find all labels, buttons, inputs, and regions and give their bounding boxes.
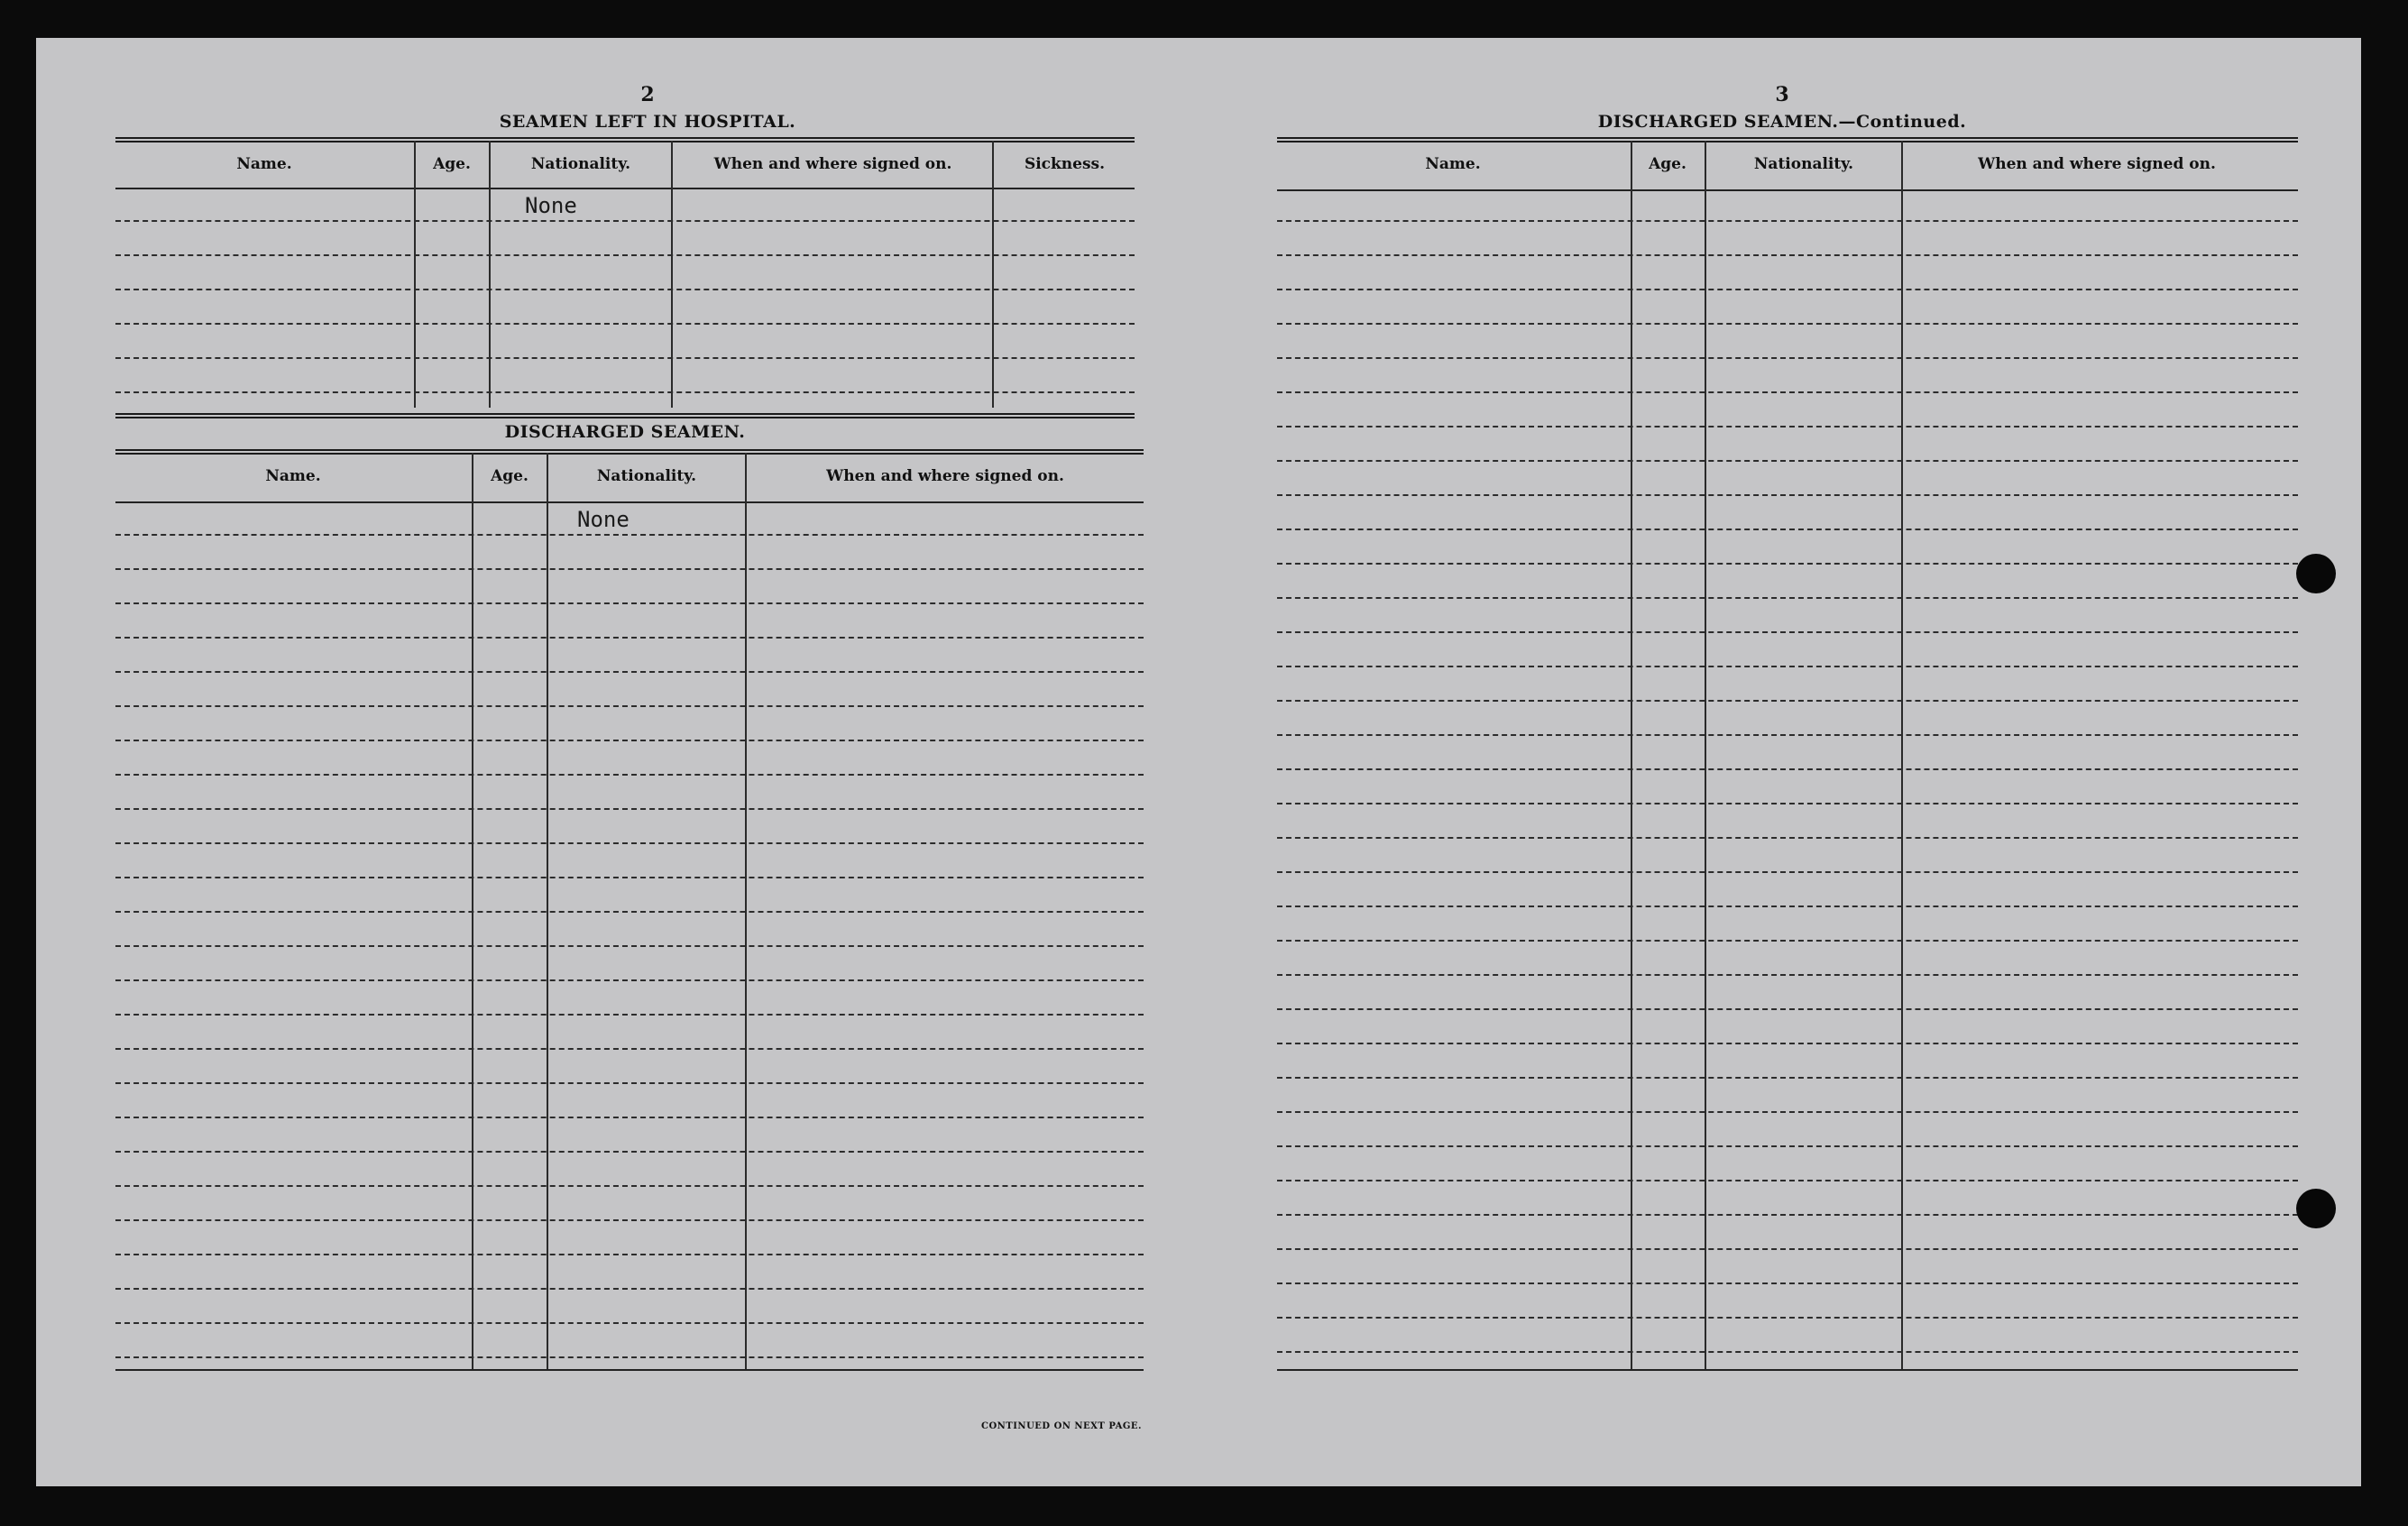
entry-line [1277,1111,2298,1113]
column-divider [671,141,673,408]
header-sickness: Sickness. [1024,155,1106,173]
continued-footer: CONTINUED ON NEXT PAGE. [981,1421,1143,1431]
entry-line [115,1254,1144,1255]
header-when-where: When and where signed on. [1978,155,2216,173]
entry-line [115,637,1144,639]
entry-line [115,1082,1144,1084]
entry-line [1277,837,2298,839]
entry-line [1277,768,2298,770]
entry-line [1277,254,2298,256]
entry-line [1277,803,2298,804]
entry-line [115,289,1135,290]
entry-line [1277,391,2298,393]
entry-line [1277,220,2298,222]
entry-line [115,534,1144,536]
header-nationality: Nationality. [530,155,631,173]
entry-line [1277,1282,2298,1284]
entry-line [115,1356,1144,1358]
entry-line [1277,1317,2298,1319]
entry-line [115,1219,1144,1221]
discharged-section-title: DISCHARGED SEAMEN. [504,422,746,442]
header-name: Name. [265,467,321,485]
header-age: Age. [433,155,471,173]
typed-entry-none: None [525,193,577,218]
table-top-rule [115,449,1144,455]
entry-line [1277,460,2298,462]
entry-line [1277,494,2298,496]
table-bottom-rule [1277,1369,2298,1371]
right-page [1277,74,2332,1463]
entry-line [115,808,1144,810]
table-bottom-rule [115,1369,1144,1371]
entry-line [115,1117,1144,1118]
entry-line [1277,734,2298,736]
entry-line [115,877,1144,878]
entry-line [1277,905,2298,907]
entry-line [115,568,1144,570]
typed-entry-none: None [577,507,630,532]
page-number: 3 [1775,83,1789,106]
header-nationality: Nationality. [596,467,697,485]
entry-line [115,254,1135,256]
entry-line [115,911,1144,913]
hospital-section-title: SEAMEN LEFT IN HOSPITAL. [499,112,796,132]
discharged-continued-title: DISCHARGED SEAMEN.—Continued. [1597,112,1967,132]
entry-line [115,705,1144,707]
entry-line [1277,563,2298,565]
table-top-rule [1277,137,2298,142]
entry-line [1277,631,2298,633]
column-divider [414,141,416,408]
header-bottom-rule [115,501,1144,503]
entry-line [115,945,1144,947]
left-page [115,74,1180,1463]
entry-line [1277,1180,2298,1181]
header-age: Age. [1649,155,1687,173]
entry-line [115,220,1135,222]
column-divider [1901,141,1903,1369]
entry-line [1277,974,2298,976]
entry-line [1277,426,2298,427]
entry-line [1277,666,2298,667]
entry-line [115,1288,1144,1290]
entry-line [1277,323,2298,325]
entry-line [115,1151,1144,1153]
header-when-where: When and where signed on. [826,467,1064,485]
entry-line [1277,1145,2298,1147]
header-name: Name. [236,155,292,173]
header-bottom-rule [115,188,1135,189]
entry-line [115,979,1144,981]
discharged-continued-table [1277,137,2298,1454]
entry-line [115,842,1144,844]
entry-line [1277,1351,2298,1353]
entry-line [115,671,1144,673]
entry-line [115,774,1144,776]
entry-line [1277,357,2298,359]
column-divider [1705,141,1706,1369]
section-rule [115,413,1135,418]
entry-line [115,602,1144,604]
entry-line [1277,597,2298,599]
table-top-rule [115,137,1135,142]
entry-line [115,1014,1144,1016]
entry-line [1277,1043,2298,1044]
entry-line [115,740,1144,741]
header-when-where: When and where signed on. [713,155,952,173]
entry-line [115,391,1135,393]
document-sheet [36,38,2361,1486]
entry-line [1277,940,2298,942]
entry-line [115,1185,1144,1187]
header-age: Age. [491,467,528,485]
entry-line [1277,289,2298,290]
entry-line [1277,1214,2298,1216]
entry-line [1277,1008,2298,1010]
header-nationality: Nationality. [1753,155,1854,173]
header-name: Name. [1425,155,1481,173]
discharged-table [115,449,1144,1423]
entry-line [115,323,1135,325]
entry-line [1277,1077,2298,1079]
entry-line [115,357,1135,359]
column-divider [489,141,491,408]
entry-line [1277,529,2298,530]
entry-line [115,1048,1144,1050]
punch-hole [2296,1189,2336,1228]
entry-line [1277,871,2298,873]
column-divider [1631,141,1632,1369]
entry-line [1277,1248,2298,1250]
column-divider [992,141,994,408]
hospital-table [115,137,1135,417]
punch-hole [2296,554,2336,593]
entry-line [1277,700,2298,702]
page-number: 2 [640,83,655,106]
header-bottom-rule [1277,189,2298,191]
entry-line [115,1322,1144,1324]
